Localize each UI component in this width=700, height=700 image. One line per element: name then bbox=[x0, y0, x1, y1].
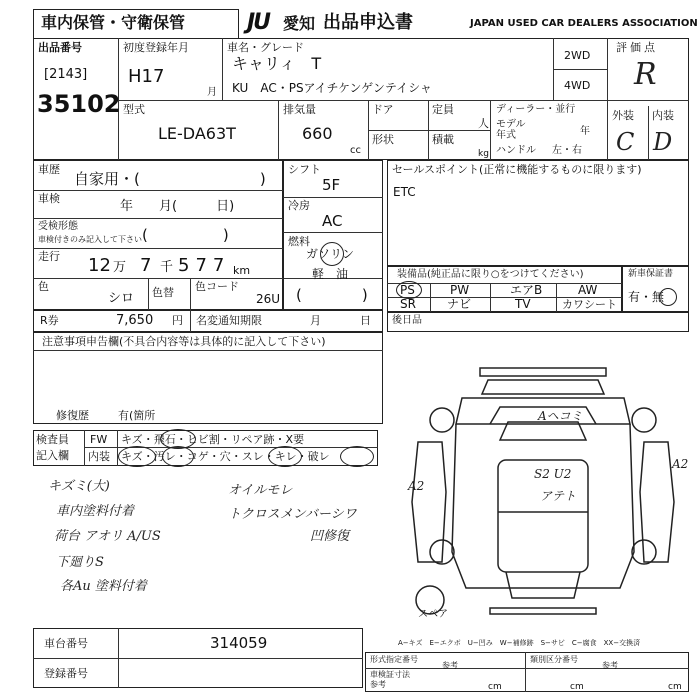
mileage-man: 12 bbox=[88, 255, 111, 276]
shift-label: シフト bbox=[288, 163, 321, 176]
rub-circle-icon bbox=[268, 446, 302, 467]
load-unit: kg bbox=[478, 149, 489, 159]
fw-items: キズ・飛石・ヒビ割・リペア跡・X要 bbox=[121, 433, 305, 446]
cm-1: cm bbox=[488, 682, 502, 692]
model-year-label-2: 年式 bbox=[496, 130, 516, 141]
tear-circle-icon bbox=[340, 446, 374, 467]
interior-score: D bbox=[653, 128, 673, 156]
acceptance-value: ( ) bbox=[142, 226, 229, 244]
drive-4wd: 4WD bbox=[564, 79, 591, 92]
color-label: 色 bbox=[38, 280, 49, 293]
scratch-circle-icon bbox=[118, 446, 156, 467]
registration-label: 初度登録年月 bbox=[123, 41, 189, 54]
diag-label-middle2: アテト bbox=[540, 489, 577, 503]
shift-value: 5F bbox=[322, 176, 341, 194]
hw-note-4: 下廻りS bbox=[56, 555, 104, 570]
ju-logo: JU bbox=[247, 10, 270, 35]
chassis-value: 314059 bbox=[210, 634, 268, 652]
warranty-label: 新車保証書 bbox=[628, 269, 674, 279]
handle-label: ハンドル bbox=[496, 145, 536, 156]
cooler-value: AC bbox=[322, 212, 343, 230]
mileage-sen: 7 bbox=[140, 255, 152, 276]
inspection-value: 年 月( 日) bbox=[120, 199, 235, 214]
notice-label: 名変通知期限 bbox=[196, 314, 262, 327]
fuel-gas: ガソリン bbox=[306, 247, 355, 261]
diag-label-spare: スペア bbox=[418, 609, 448, 620]
class-label: 類別区分番号 bbox=[530, 655, 578, 664]
equipment-label: 装備品(純正品に限り○をつけてください) bbox=[397, 269, 584, 280]
handle-value: 左・右 bbox=[552, 145, 582, 156]
form-title: 出品申込書 bbox=[323, 12, 413, 33]
hw-note-2: 車内塗料付着 bbox=[56, 504, 135, 519]
equip-sr: SR bbox=[400, 297, 416, 311]
car-name-value: キャリィ T bbox=[232, 54, 322, 73]
hw-note-5: 各Au 塗料付着 bbox=[60, 579, 147, 594]
displacement-value: 660 bbox=[302, 124, 333, 143]
org-label: 愛知 bbox=[283, 14, 316, 33]
displacement-unit: cc bbox=[350, 145, 361, 156]
notice-day: 日 bbox=[360, 314, 371, 327]
history-value: 自家用・( ) bbox=[74, 170, 266, 188]
door-shape-label: 形状 bbox=[372, 133, 394, 146]
color-change-label: 色替 bbox=[152, 286, 174, 299]
equip-pw: PW bbox=[450, 283, 470, 297]
fuel-bracket: ( ) bbox=[296, 286, 368, 304]
acceptance-note: 車検付きのみ記入して下さい bbox=[38, 235, 142, 244]
mileage-label: 走行 bbox=[38, 250, 60, 263]
stain-circle-icon bbox=[162, 446, 194, 467]
displacement-label: 排気量 bbox=[283, 103, 316, 116]
color-code: 26U bbox=[256, 292, 281, 306]
cm-3: cm bbox=[668, 682, 682, 692]
fw-label: FW bbox=[90, 433, 108, 446]
class-ref: 参考 bbox=[602, 661, 618, 670]
evaluation-label: 評価点 bbox=[616, 41, 658, 54]
recycle-unit: 円 bbox=[172, 314, 183, 327]
hw-note-6: オイルモレ bbox=[228, 483, 293, 498]
model-value: LE-DA63T bbox=[158, 124, 236, 143]
model-label: 型式 bbox=[123, 103, 145, 116]
reg-label: 登録番号 bbox=[44, 667, 88, 680]
equip-ps: PS bbox=[400, 283, 415, 297]
exterior-label: 外装 bbox=[612, 109, 634, 122]
capacity-label: 定員 bbox=[432, 103, 454, 116]
equip-tv: TV bbox=[515, 297, 531, 311]
equip-airbag: エアB bbox=[510, 283, 543, 297]
mileage-man-unit: 万 bbox=[113, 260, 127, 275]
interior-insp-label: 内装 bbox=[88, 450, 110, 463]
cm-2: cm bbox=[570, 682, 584, 692]
lot-sub: [2143] bbox=[44, 67, 88, 82]
recycle-value: 7,650 bbox=[116, 313, 154, 328]
recycle-label: R券 bbox=[40, 314, 59, 327]
warranty-value: 有・無 bbox=[628, 290, 665, 304]
mileage-unit: km bbox=[233, 264, 251, 277]
color-code-label: 色コード bbox=[195, 280, 239, 293]
warranty-circle-icon bbox=[659, 288, 677, 306]
damage-legend: A−キズ E−エクボ U−凹み W−補修跡 S−サビ C−腐食 XX−交換済 bbox=[398, 639, 641, 647]
car-name-label: 車名・グレード bbox=[227, 41, 304, 54]
hw-note-3: 荷台 アオリ A/US bbox=[54, 529, 161, 544]
cooler-label: 冷房 bbox=[288, 199, 310, 212]
repair-value: 有(箇所 bbox=[118, 409, 156, 422]
hw-note-8: 凹修復 bbox=[310, 529, 350, 544]
sales-point-label: セールスポイント(正常に機能するものに限ります) bbox=[392, 163, 642, 176]
model-year-label-1: モデル bbox=[496, 119, 526, 130]
storage-label: 車内保管・守衛保管 bbox=[41, 13, 186, 32]
registration-value: H17 bbox=[128, 66, 165, 87]
dealer-import-label: ディーラー・並行 bbox=[496, 104, 576, 115]
lot-number: 35102 bbox=[37, 90, 121, 118]
diag-label-right: A2 bbox=[672, 457, 689, 471]
after-items-label: 後日品 bbox=[392, 315, 422, 326]
inspector-label-1: 検査員 bbox=[36, 433, 69, 446]
registration-month-unit: 月 bbox=[207, 87, 217, 98]
mileage-sen-unit: 千 bbox=[160, 260, 174, 275]
exterior-score: C bbox=[616, 128, 635, 156]
size-label: 車検証寸法 bbox=[370, 670, 410, 679]
equip-leather: カワシート bbox=[562, 298, 617, 311]
interior-insp-items: キズ・汚レ・コゲ・穴・スレ・キレ・破レ bbox=[121, 450, 330, 463]
equip-aw: AW bbox=[578, 283, 598, 297]
hw-note-7: トクロスメンバーシワ bbox=[228, 507, 357, 522]
hw-note-1: キズミ(大) bbox=[48, 479, 110, 494]
diag-label-middle: S2 U2 bbox=[534, 467, 572, 481]
spec-ref: 参考 bbox=[442, 661, 458, 670]
model-year-unit: 年 bbox=[580, 126, 590, 137]
chassis-label: 車台番号 bbox=[44, 637, 88, 650]
top-frame bbox=[33, 38, 689, 160]
interior-label: 内装 bbox=[652, 109, 674, 122]
size-ref: 参考 bbox=[370, 680, 386, 689]
sales-point-value: ETC bbox=[393, 185, 416, 199]
lot-label: 出品番号 bbox=[38, 41, 82, 54]
mileage-rest: 577 bbox=[178, 255, 231, 276]
spec-label: 形式指定番号 bbox=[370, 655, 418, 664]
load-label: 積載 bbox=[432, 133, 454, 146]
capacity-unit: 人 bbox=[478, 117, 489, 130]
evaluation-score: R bbox=[634, 57, 657, 92]
association-name: JAPAN USED CAR DEALERS ASSOCIATION bbox=[470, 18, 698, 29]
drive-2wd: 2WD bbox=[564, 49, 591, 62]
notes-label: 注意事項申告欄(不具合内容等は具体的に記入して下さい) bbox=[42, 335, 326, 348]
car-grade: KU AC・PSアイチケンゲンテイシャ bbox=[232, 81, 432, 95]
notice-month: 月 bbox=[310, 314, 321, 327]
equip-navi: ナビ bbox=[447, 297, 472, 311]
diag-label-left: A2 bbox=[408, 479, 425, 493]
color-value: シロ bbox=[108, 291, 135, 306]
history-label: 車歴 bbox=[38, 163, 60, 176]
after-items-frame bbox=[387, 312, 689, 332]
diag-label-top: Aヘコミ bbox=[538, 409, 583, 423]
inspector-label-2: 記入欄 bbox=[36, 449, 69, 462]
fuel-light: 軽 油 bbox=[312, 267, 349, 281]
repair-label: 修復歴 bbox=[56, 409, 89, 422]
door-label: ドア bbox=[372, 103, 394, 116]
acceptance-label: 受検形態 bbox=[38, 221, 78, 232]
fuel-gas-circle-icon bbox=[320, 242, 344, 266]
fuel-label: 燃料 bbox=[288, 235, 310, 248]
inspection-label: 車検 bbox=[38, 192, 60, 205]
